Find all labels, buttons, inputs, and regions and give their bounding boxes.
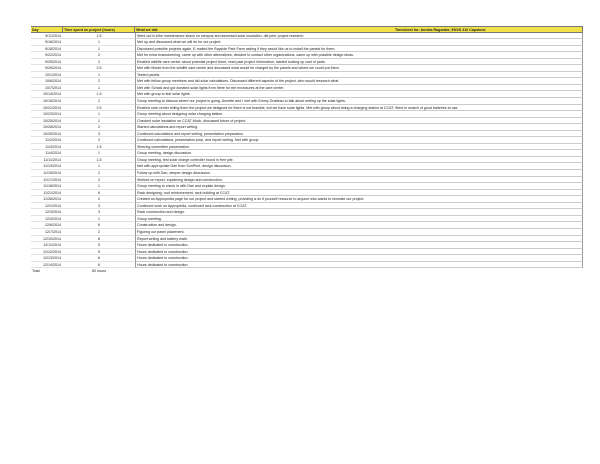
cell-day[interactable]: 10/1/2014 xyxy=(31,72,63,79)
cell-note[interactable]: Follow up with Dan, deeper design discussion. xyxy=(135,170,583,177)
cell-hours[interactable]: 2 xyxy=(63,177,135,184)
cell-day[interactable]: 11/21/2014 xyxy=(31,190,63,197)
cell-note[interactable]: Continued work on Appropedia, continued rack construction at CCAT. xyxy=(135,203,583,210)
cell-day[interactable]: 11/3/2014 xyxy=(31,144,63,151)
cell-note[interactable]: Emailed care center telling them the project we designed for there is not feasible, but we have solar lights. Met with group about doing a charging station at CCAT. Went in search of good batteries to use. xyxy=(135,105,583,112)
cell-hours[interactable]: 2 xyxy=(63,137,135,144)
cell-day[interactable]: 11/17/2014 xyxy=(31,177,63,184)
cell-day[interactable]: 11/11/2014 xyxy=(31,157,63,164)
cell-hours[interactable]: 6 xyxy=(63,190,135,197)
cell-hours[interactable]: 1 xyxy=(63,150,135,157)
cell-note[interactable]: Met with fellow group members and did solar calculations. Discussed different aspects of the project, who would research what. xyxy=(135,78,583,85)
cell-hours[interactable]: 1 xyxy=(63,72,135,79)
cell-note[interactable]: Emailed wildlife care center about potential project there, read past project information, started looking up cost of parts. xyxy=(135,59,583,66)
cell-note[interactable]: Group meeting to discuss where our project is going, Annette and I met with Emmy Gratteau to talk about setting up the solar lights. xyxy=(135,98,583,105)
cell-note[interactable]: Group meeting about designing solar charging station. xyxy=(135,111,583,118)
cell-note[interactable]: Created an Appropedia page for our project and started writing, providing a do it yourself resource to anyone who wants to recreate our project. xyxy=(135,196,583,203)
cell-note[interactable]: Report writing and battery math. xyxy=(135,236,583,243)
cell-day[interactable]: 12/7/2014 xyxy=(31,229,63,236)
cell-hours[interactable]: 2 xyxy=(63,52,135,59)
cell-note[interactable]: Group meeting, design discussion. xyxy=(135,150,583,157)
cell-note[interactable]: Group meeting to check in with Dan and explain design. xyxy=(135,183,583,190)
cell-hours[interactable]: 2 xyxy=(63,124,135,131)
cell-day[interactable]: 11/18/2014 xyxy=(31,183,63,190)
cell-note[interactable]: Steering committee presentation. xyxy=(135,144,583,151)
cell-note[interactable]: Group meeting. xyxy=(135,216,583,223)
cell-hours[interactable]: 1.5 xyxy=(63,91,135,98)
cell-note[interactable]: Rack construction and design. xyxy=(135,209,583,216)
cell-day[interactable]: 11/15/2014 xyxy=(31,170,63,177)
cell-hours[interactable]: 1 xyxy=(63,118,135,125)
cell-hours[interactable]: 1.5 xyxy=(63,33,135,40)
cell-day[interactable]: 11/26/2014 xyxy=(31,196,63,203)
cell-hours[interactable]: 2 xyxy=(63,98,135,105)
timesheet-spreadsheet xyxy=(31,26,583,275)
cell-hours[interactable]: 2.5 xyxy=(63,105,135,112)
header-what-label: What we did: xyxy=(136,28,159,32)
cell-hours[interactable]: 6 xyxy=(63,236,135,243)
cell-day[interactable]: 12/12/2014 xyxy=(31,249,63,256)
cell-note[interactable]: Met for extra brainstorming, came up with other alternatives, decided to contact other organizations, came up with possible design ideas. xyxy=(135,52,583,59)
cell-note[interactable]: Met up and discussed what we will do for our project. xyxy=(135,39,583,46)
cell-day[interactable]: 12/10/2014 xyxy=(31,236,63,243)
cell-day[interactable]: 9/11/2014 xyxy=(31,33,63,40)
cell-hours[interactable]: 6 xyxy=(63,255,135,262)
cell-day[interactable]: 12/4/2014 xyxy=(31,216,63,223)
cell-day[interactable]: 10/23/2014 xyxy=(31,111,63,118)
cell-note[interactable]: Met with group to test solar lights. xyxy=(135,91,583,98)
sheet-title: Timesheet for: Annika Ragsdale, ENVS 410 Capstone xyxy=(395,28,486,32)
cell-note[interactable]: Continued calculations, presentation prep, and report writing. Met with group xyxy=(135,137,583,144)
total-label[interactable]: Total xyxy=(32,269,40,274)
cell-hours[interactable]: 6 xyxy=(63,262,135,269)
cell-day[interactable]: 10/14/2014 xyxy=(31,91,63,98)
cell-hours[interactable]: 1 xyxy=(63,216,135,223)
cell-note[interactable]: Continued calculations and report writing, presentation preparation. xyxy=(135,131,583,138)
cell-hours[interactable]: 5 xyxy=(63,249,135,256)
cell-note[interactable]: Figuring our panel placement. xyxy=(135,229,583,236)
header-time[interactable]: Time spent on project (hours) xyxy=(63,26,135,33)
cell-hours[interactable]: 1 xyxy=(63,39,135,46)
cell-note[interactable]: Rack designing, roof reinforcement, rack building at CCAT. xyxy=(135,190,583,197)
cell-hours[interactable]: 3 xyxy=(63,209,135,216)
cell-day[interactable]: 9/18/2014 xyxy=(31,46,63,53)
total-value[interactable]: 80 hours xyxy=(92,269,106,274)
cell-day[interactable]: 10/16/2014 xyxy=(31,98,63,105)
cell-day[interactable]: 10/21/2014 xyxy=(31,105,63,112)
cell-day[interactable]: 10/28/2014 xyxy=(31,124,63,131)
cell-note[interactable]: Met with Schatz and got donated solar lights from there for the enclosures at the care center. xyxy=(135,85,583,92)
cell-hours[interactable]: 2.5 xyxy=(63,65,135,72)
cell-day[interactable]: 11/4/2014 xyxy=(31,150,63,157)
cell-day[interactable]: 10/6/2014 xyxy=(31,78,63,85)
cell-note[interactable]: Hours dedicated to construction. xyxy=(135,255,583,262)
cell-note[interactable]: Hours dedicated to construction. xyxy=(135,262,583,269)
cell-day[interactable]: 12/13/2014 xyxy=(31,255,63,262)
cell-hours[interactable]: 5 xyxy=(63,242,135,249)
cell-note[interactable]: Started calculations and report writing. xyxy=(135,124,583,131)
cell-day[interactable]: 9/26/2014 xyxy=(31,65,63,72)
cell-note[interactable]: Met with appropriate Dan from SunPrint, design discussion. xyxy=(135,163,583,170)
cell-note[interactable]: Hours dedicated to construction. xyxy=(135,249,583,256)
cell-hours[interactable]: 2 xyxy=(63,59,135,66)
cell-note[interactable]: Construction and design. xyxy=(135,222,583,229)
cell-day[interactable]: 11/13/2014 xyxy=(31,163,63,170)
cell-hours[interactable]: 3 xyxy=(63,131,135,138)
total-row xyxy=(31,268,583,275)
cell-note[interactable]: Discussed possible projects again. E-mailed the Bayside Park Farm asking if they would like us to install the panels for them. xyxy=(135,46,583,53)
cell-hours[interactable]: 1 xyxy=(63,111,135,118)
cell-hours[interactable]: 2 xyxy=(63,170,135,177)
cell-hours[interactable]: 2 xyxy=(63,78,135,85)
cell-day[interactable]: 9/22/2014 xyxy=(31,52,63,59)
header-day[interactable]: Day xyxy=(31,26,63,33)
cell-day[interactable]: 12/1/2014 xyxy=(31,203,63,210)
cell-hours[interactable]: 1 xyxy=(63,46,135,53)
cell-day[interactable]: 11/2/2014 xyxy=(31,137,63,144)
cell-hours[interactable]: 2 xyxy=(63,196,135,203)
cell-note[interactable]: Group meeting, test solar charge controller found in free pile. xyxy=(135,157,583,164)
cell-note[interactable]: Hours dedicated to construction. xyxy=(135,242,583,249)
cell-day[interactable]: 12/6/2014 xyxy=(31,222,63,229)
cell-note[interactable]: Checked solar insolation on CCAT Mock, discussed future of project. xyxy=(135,118,583,125)
cell-note[interactable]: Worked on report, explaining design and construction. xyxy=(135,177,583,184)
cell-hours[interactable]: 2 xyxy=(63,229,135,236)
data-rows xyxy=(31,33,583,269)
cell-hours[interactable]: 6 xyxy=(63,222,135,229)
cell-hours[interactable]: 3 xyxy=(63,203,135,210)
cell-day[interactable]: 10/25/2014 xyxy=(31,118,63,125)
cell-day[interactable]: 12/11/2014 xyxy=(31,242,63,249)
cell-day[interactable]: 12/14/2014 xyxy=(31,262,63,269)
cell-note[interactable]: Tested panels. xyxy=(135,72,583,79)
cell-day[interactable]: 10/7/2014 xyxy=(31,85,63,92)
cell-hours[interactable]: 1 xyxy=(63,163,135,170)
cell-note[interactable]: Met with Monte from the wildlife care center and discussed what would be charged by the panels and where we could put them. xyxy=(135,65,583,72)
cell-day[interactable]: 12/3/2014 xyxy=(31,209,63,216)
cell-day[interactable]: 9/16/2014 xyxy=(31,39,63,46)
cell-day[interactable]: 9/25/2014 xyxy=(31,59,63,66)
cell-hours[interactable]: 1 xyxy=(63,85,135,92)
cell-note[interactable]: Went out to bike maintenance shack on campus and assessed solar insulation, did peer project research. xyxy=(135,33,583,40)
cell-hours[interactable]: 1.5 xyxy=(63,157,135,164)
cell-hours[interactable]: 1.5 xyxy=(63,144,135,151)
cell-hours[interactable]: 1 xyxy=(63,183,135,190)
cell-day[interactable]: 10/30/2014 xyxy=(31,131,63,138)
